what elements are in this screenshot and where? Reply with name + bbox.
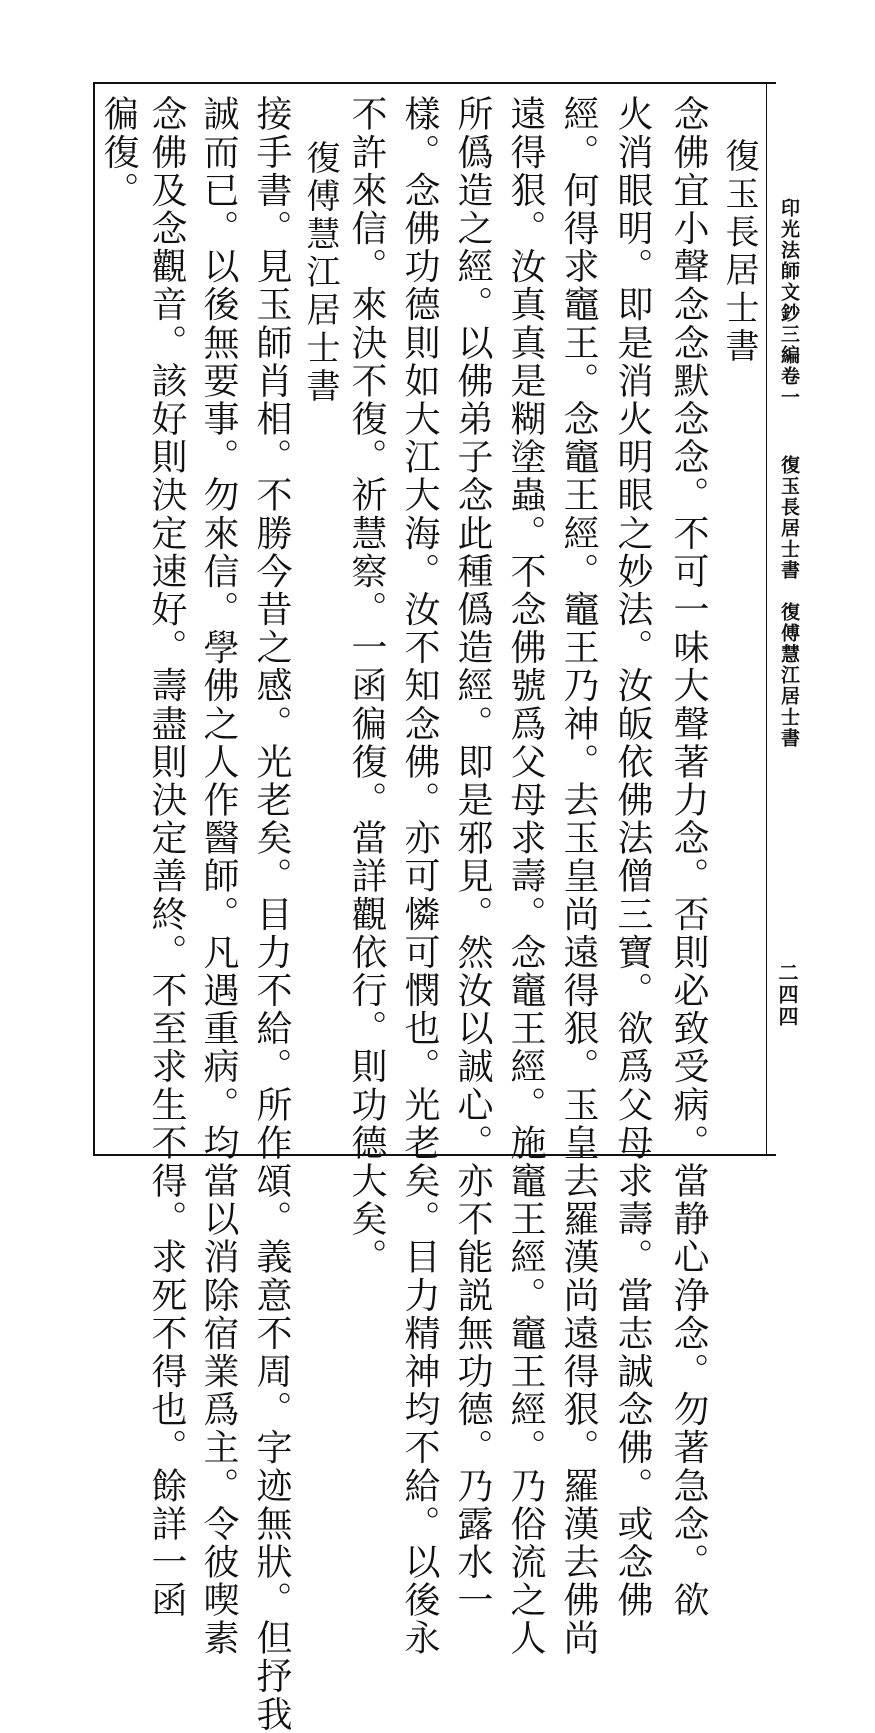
margin-rule	[766, 82, 767, 1154]
text-column: 念佛及念觀音。該好則決定速好。壽盡則決定善終。不至求生不得。求死不得也。餘詳一函	[146, 95, 187, 1619]
letter-title: 復傅慧江居士書	[300, 140, 340, 406]
margin-book-title: 印光法師文鈔三編卷一	[778, 198, 800, 408]
text-column: 火消眼明。即是消火明眼之妙法。汝皈依佛法僧三寶。欲爲父母求壽。當志誠念佛。或念佛	[612, 95, 653, 1619]
text-column: 遠得狠。汝真真是糊塗蟲。不念佛號爲父母求壽。念竈王經。施竈王經。竈王經。乃俗流之人	[505, 95, 546, 1658]
text-column: 誠而已。以後無要事。勿來信。學佛之人作醫師。凡遇重病。均當以消除宿業爲主。令彼喫素	[198, 95, 239, 1658]
text-column: 經。何得求竈王。念竈王經。竈王乃神。去玉皇尚遠得狠。玉皇去羅漢尚遠得狠。羅漢去佛尚	[558, 95, 599, 1658]
margin-page-number: 二四四	[775, 962, 799, 1028]
text-column: 念佛宜小聲念念默念念。不可一味大聲著力念。否則必致受病。當静心浄念。勿著急念。欲	[668, 95, 709, 1619]
letter-title: 復玉長居士書	[719, 138, 759, 366]
text-column: 不許來信。來決不復。祈慧察。一函徧復。當詳觀依行。則功德大矣。	[346, 95, 387, 1277]
text-column: 樣。念佛功德則如大江大海。汝不知念佛。亦可憐可憫也。光老矣。目力精神均不給。以後永	[399, 95, 440, 1658]
text-column: 徧復。	[98, 95, 139, 210]
margin-section-titles: 復玉長居士書 復傅慧江居士書	[778, 455, 800, 749]
text-column: 接手書。見玉師肖相。不勝今昔之感。光老矣。目力不給。所作頌。義意不周。字迹無狀。但抒我	[251, 95, 292, 1733]
text-column: 所僞造之經。以佛弟子念此種僞造經。即是邪見。然汝以誠心。亦不能説無功德。乃露水一	[452, 95, 493, 1619]
